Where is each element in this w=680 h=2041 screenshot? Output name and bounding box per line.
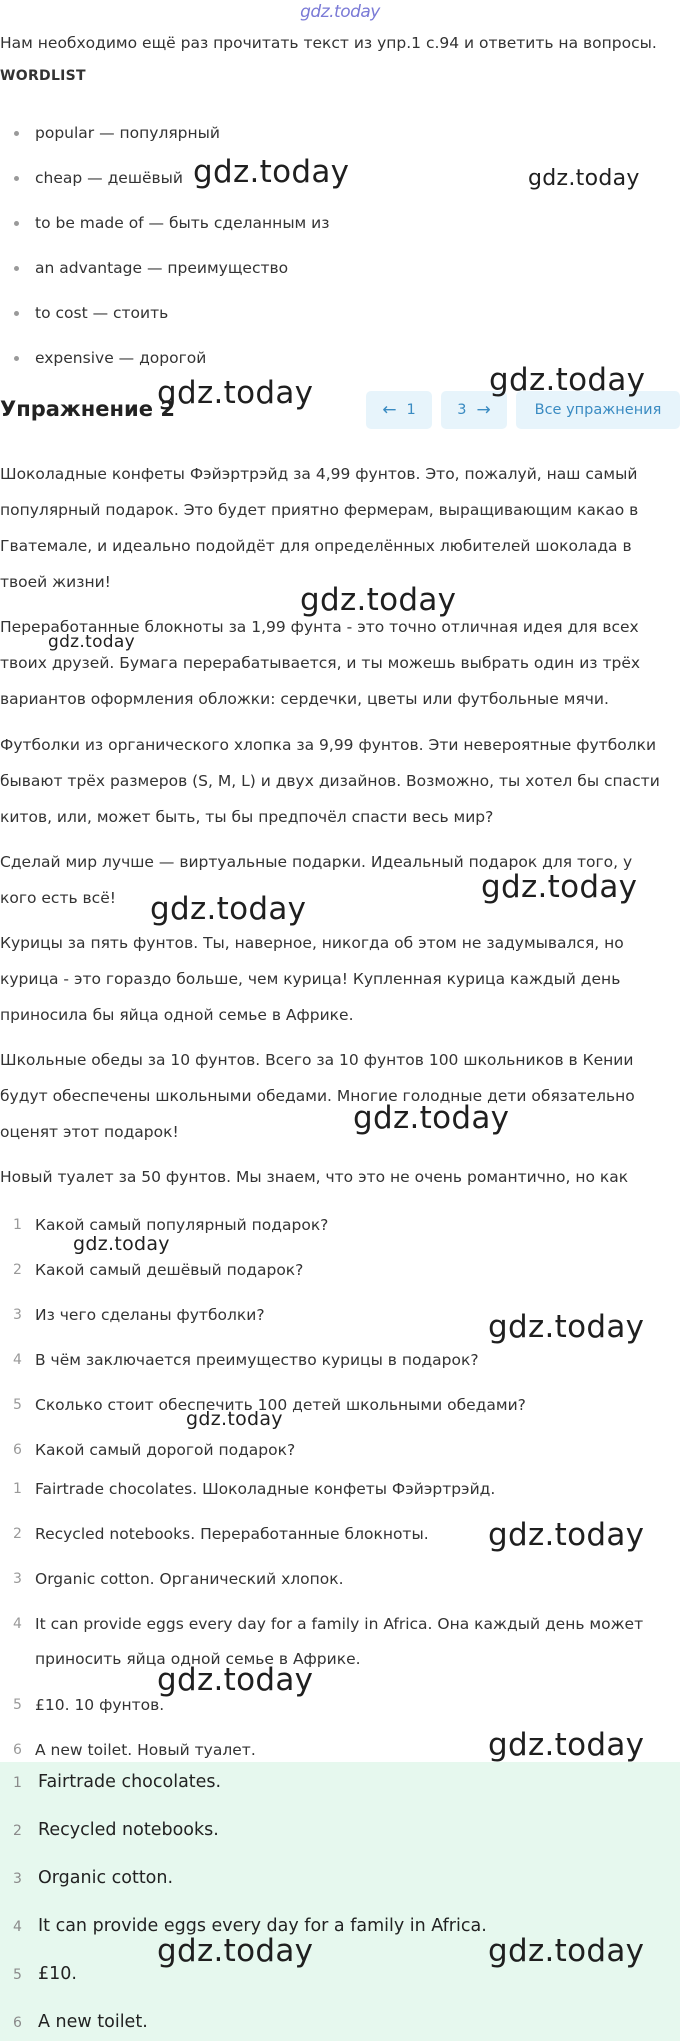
watermark: gdz.today (489, 362, 646, 398)
bullet-icon (14, 176, 19, 181)
watermark: gdz.today (528, 166, 640, 191)
text-paragraph: Новый туалет за 50 фунтов. Мы знаем, что это не очень романтично, но как (0, 1168, 629, 1186)
bullet-icon (14, 356, 19, 361)
watermark: gdz.today (73, 1233, 170, 1255)
watermark: gdz.today (488, 1309, 645, 1345)
watermark: gdz.today (481, 869, 638, 905)
wordlist-heading: WORDLIST (0, 68, 86, 84)
watermark: gdz.today (353, 1100, 510, 1136)
arrow-right-icon: → (476, 400, 491, 420)
watermark: gdz.today (48, 632, 135, 652)
watermark: gdz.today (157, 1933, 314, 1969)
watermark: gdz.today (488, 1727, 645, 1763)
watermark: gdz.today (157, 375, 314, 411)
bullet-icon (14, 131, 19, 136)
exercise-title: Упражнение 2 (0, 397, 175, 421)
arrow-left-icon: ← (382, 400, 397, 420)
site-logo[interactable]: gdz.today (300, 2, 380, 22)
text-paragraph: Курицы за пять фунтов. Ты, наверное, никогда об этом не задумывался, но курица - это гораздо больше, чем курица! Купленная курица каждый день приносила бы яйца одной семье в Африке. (0, 934, 624, 1024)
text-paragraph: Сделай мир лучше — виртуальные подарки. Идеальный подарок для того, у кого есть всё! (0, 853, 633, 907)
bullet-icon (14, 221, 19, 226)
bullet-icon (14, 266, 19, 271)
text-paragraph: Переработанные блокноты за 1,99 фунта - это точно отличная идея для всех твоих друзей. Бумага перерабатывается, и ты можешь выбрать один из трёх вариантов оформления обложки: сердечки, цветы или футбольные мячи. (0, 618, 641, 708)
bullet-icon (14, 311, 19, 316)
prev-exercise-button[interactable] (366, 391, 432, 429)
prev-exercise-label: 1 (406, 402, 416, 418)
next-exercise-label: 3 (457, 402, 467, 418)
watermark: gdz.today (488, 1517, 645, 1553)
watermark: gdz.today (157, 1662, 314, 1698)
watermark: gdz.today (186, 1408, 283, 1430)
watermark: gdz.today (300, 582, 457, 618)
text-paragraph: Шоколадные конфеты Фэйэртрэйд за 4,99 фунтов. Это, пожалуй, наш самый популярный подарок. Это будет приятно фермерам, выращивающим какао в Гватемале, и идеально подойдёт для определённых любителей шоколада в твоей жизни! (0, 465, 639, 591)
text-paragraph: Школьные обеды за 10 фунтов. Всего за 10 фунтов 100 школьников в Кении будут обеспечены школьными обедами. Многие голодные дети обязательно оценят этот подарок! (0, 1051, 635, 1141)
all-exercises-label: Все упражнения (534, 402, 662, 418)
intro-text: Нам необходимо ещё раз прочитать текст из упр.1 с.94 и ответить на вопросы. (0, 34, 657, 52)
text-paragraph: Футболки из органического хлопка за 9,99 фунтов. Эти невероятные футболки бывают трёх размеров (S, M, L) и двух дизайнов. Возможно, ты хотел бы спасти китов, или, может быть, ты бы предпочёл спасти весь мир? (0, 736, 660, 826)
watermark: gdz.today (193, 154, 350, 190)
answers-block (0, 1762, 680, 2041)
watermark: gdz.today (488, 1933, 645, 1969)
watermark: gdz.today (150, 891, 307, 927)
